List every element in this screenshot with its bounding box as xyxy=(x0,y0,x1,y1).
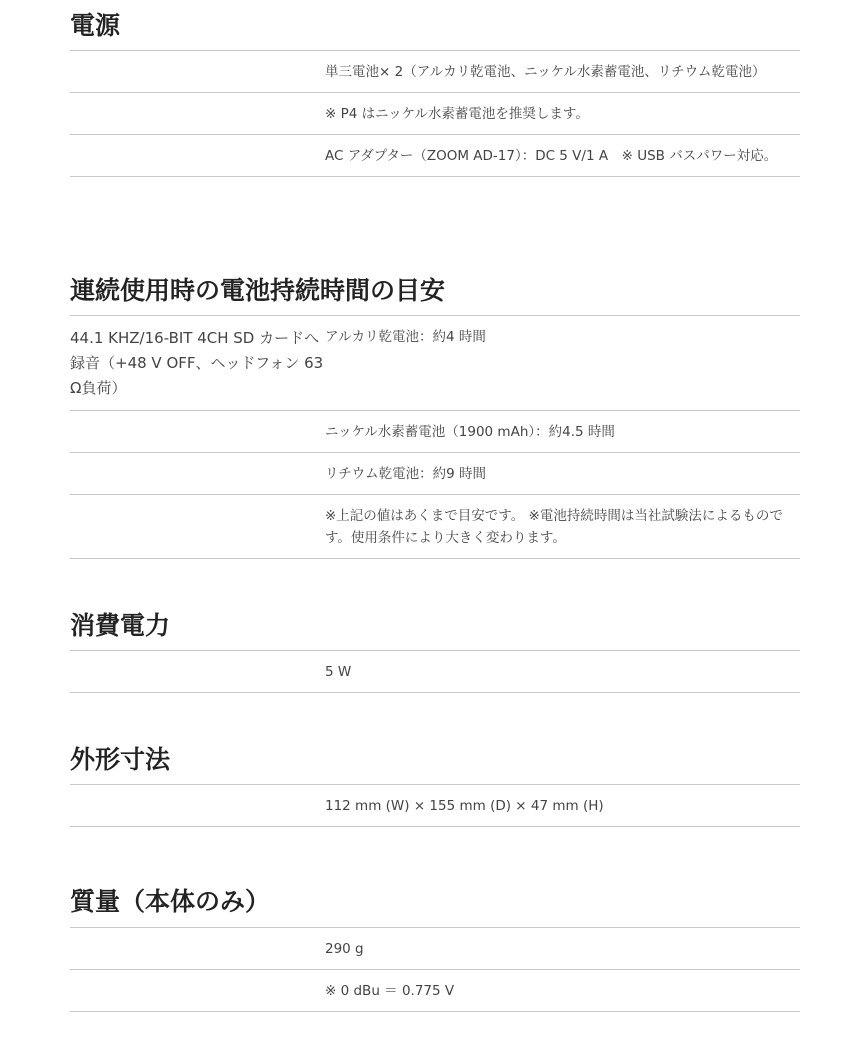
spec-value: ※ P4 はニッケル水素蓄電池を推奨します。 xyxy=(325,106,589,122)
spec-label xyxy=(70,453,325,494)
spec-table-battery-life xyxy=(70,315,800,559)
spec-row xyxy=(70,927,800,969)
spec-row xyxy=(70,452,800,494)
spec-value: 単三電池× 2（アルカリ乾電池、ニッケル水素蓄電池、リチウム乾電池） xyxy=(325,64,766,80)
spec-label xyxy=(70,135,325,176)
spec-value: 5 W xyxy=(325,664,352,680)
spec-label xyxy=(70,651,325,692)
spec-value: 112 mm (W) × 155 mm (D) × 47 mm (H) xyxy=(325,798,604,814)
spec-row xyxy=(70,650,800,693)
section-title-power: 電源 xyxy=(70,11,121,40)
spec-row xyxy=(70,92,800,134)
spec-row xyxy=(70,50,800,92)
spec-row xyxy=(70,134,800,177)
spec-value: AC アダプター（ZOOM AD-17）：DC 5 V/1 A ※ USB バスパワー対応。 xyxy=(325,148,778,164)
spec-value: 290 g xyxy=(325,941,364,957)
spec-label xyxy=(70,970,325,1011)
spec-value: ニッケル水素蓄電池（1900 mAh）：約4.5 時間 xyxy=(325,424,615,440)
section-title-dimensions: 外形寸法 xyxy=(70,745,171,774)
spec-row xyxy=(70,494,800,559)
spec-table-weight xyxy=(70,927,800,1012)
spec-value: ※上記の値はあくまで目安です。 ※電池持続時間は当社試験法によるものです。使用条件により大きく変わります。 xyxy=(325,508,783,546)
spec-table-dimensions xyxy=(70,784,800,827)
spec-row xyxy=(70,969,800,1012)
section-title-battery-life: 連続使用時の電池持続時間の目安 xyxy=(70,276,446,305)
section-title-weight: 質量（本体のみ） xyxy=(70,887,271,916)
section-title-power-consumption: 消費電力 xyxy=(70,611,171,640)
spec-label xyxy=(70,928,325,969)
spec-value: アルカリ乾電池：約4 時間 xyxy=(325,329,486,345)
spec-label xyxy=(70,411,325,452)
spec-label xyxy=(70,51,325,92)
spec-label xyxy=(70,785,325,826)
spec-table-power-consumption xyxy=(70,650,800,693)
spec-value: リチウム乾電池：約9 時間 xyxy=(325,466,486,482)
spec-label xyxy=(70,93,325,134)
spec-label xyxy=(70,495,325,558)
spec-value: ※ 0 dBu ＝ 0.775 V xyxy=(325,983,455,999)
spec-label-recording-condition: 44.1 KHZ/16-BIT 4CH SD カードへ録音（+48 V OFF、ヘッドフォン 63 Ω負荷） xyxy=(70,329,324,397)
spec-row xyxy=(70,784,800,827)
spec-row xyxy=(70,410,800,452)
spec-row xyxy=(70,315,800,410)
spec-table-power xyxy=(70,50,800,177)
